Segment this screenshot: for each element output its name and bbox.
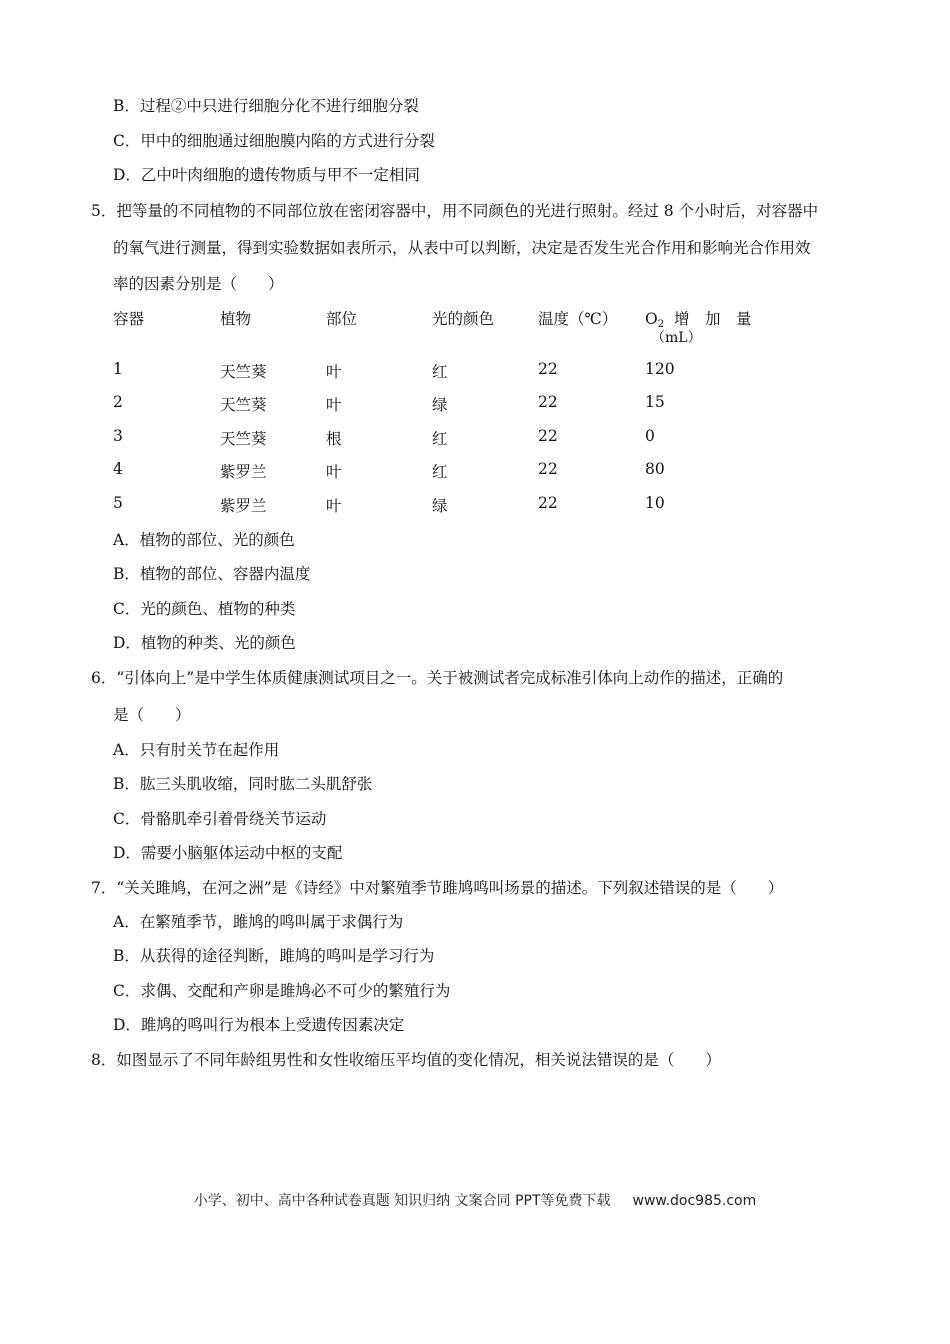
q5-option-c: C．光的颜色、植物的种类: [113, 600, 296, 618]
table-cell: 天竺葵: [220, 396, 267, 414]
table-cell: 0: [645, 427, 655, 445]
q4-option-c: C．甲中的细胞通过细胞膜内陷的方式进行分裂: [113, 132, 435, 150]
page-footer: [0, 1190, 950, 1210]
table-cell: 叶: [326, 363, 342, 381]
table-cell: 红: [432, 430, 448, 448]
table-cell: 4: [113, 460, 123, 478]
table-cell: 15: [645, 393, 665, 411]
table-cell: 叶: [326, 497, 342, 515]
table-cell: 根: [326, 430, 342, 448]
table-cell: 2: [113, 393, 123, 411]
q4-option-d: D．乙中叶肉细胞的遗传物质与甲不一定相同: [113, 166, 420, 184]
table-cell: 80: [645, 460, 665, 478]
table-cell: 紫罗兰: [220, 497, 267, 515]
table-cell: 22: [538, 460, 558, 478]
q6-stem-line-2: 是（ ）: [113, 706, 191, 724]
table-cell: 天竺葵: [220, 363, 267, 381]
header-part: 部位: [326, 310, 358, 328]
table-cell: 绿: [432, 396, 448, 414]
header-o2-label: 增 加 量: [673, 310, 752, 328]
q6-option-a: A．只有肘关节在起作用: [113, 741, 280, 759]
table-cell: 叶: [326, 396, 342, 414]
header-o2-symbol: O: [645, 310, 658, 328]
header-o2-subscript: 2: [657, 319, 665, 330]
table-cell: 22: [538, 427, 558, 445]
table-cell: 绿: [432, 497, 448, 515]
header-plant: 植物: [220, 310, 252, 328]
table-cell: 5: [113, 494, 123, 512]
q5-option-b: B．植物的部位、容器内温度: [113, 565, 311, 583]
q6-option-d: D．需要小脑躯体运动中枢的支配: [113, 844, 343, 862]
q6-option-b: B．肱三头肌收缩，同时肱二头肌舒张: [113, 775, 373, 793]
q6-stem-line-1: 6．“引体向上”是中学生体质健康测试项目之一。关于被测试者完成标准引体向上动作的描述，正确的: [91, 669, 784, 687]
q7-option-d: D．雎鸠的鸣叫行为根本上受遗传因素决定: [113, 1016, 405, 1034]
table-cell: 120: [645, 360, 675, 378]
q7-option-c: C．求偶、交配和产卵是雎鸠必不可少的繁殖行为: [113, 982, 451, 1000]
table-cell: 10: [645, 494, 665, 512]
q6-option-c: C．骨骼肌牵引着骨绕关节运动: [113, 810, 327, 828]
table-cell: 22: [538, 360, 558, 378]
header-light-color: 光的颜色: [432, 310, 495, 328]
header-temperature: 温度（℃）: [538, 310, 618, 328]
q8-stem-line-1: 8．如图显示了不同年龄组男性和女性收缩压平均值的变化情况，相关说法错误的是（ ）: [91, 1051, 721, 1069]
table-cell: 叶: [326, 463, 342, 481]
q4-option-b: B．过程②中只进行细胞分化不进行细胞分裂: [113, 97, 419, 115]
table-cell: 22: [538, 393, 558, 411]
header-o2-unit: （mL）: [651, 330, 702, 346]
q5-stem-line-1: 5．把等量的不同植物的不同部位放在密闭容器中，用不同颜色的光进行照射。经过 8 个小时后，对容器中: [91, 202, 819, 220]
table-cell: 1: [113, 360, 123, 378]
q5-option-d: D．植物的种类、光的颜色: [113, 634, 296, 652]
table-cell: 22: [538, 494, 558, 512]
footer-text: 小学、初中、高中各种试卷真题 知识归纳 文案合同 PPT等免费下载: [193, 1193, 611, 1209]
table-cell: 3: [113, 427, 123, 445]
table-cell: 红: [432, 463, 448, 481]
q7-option-b: B．从获得的途径判断，雎鸠的鸣叫是学习行为: [113, 947, 435, 965]
q5-option-a: A．植物的部位、光的颜色: [113, 531, 295, 549]
q7-option-a: A．在繁殖季节，雎鸠的鸣叫属于求偶行为: [113, 913, 404, 931]
footer-url[interactable]: www.doc985.com: [632, 1193, 757, 1209]
table-cell: 红: [432, 363, 448, 381]
table-cell: 紫罗兰: [220, 463, 267, 481]
header-container: 容器: [113, 310, 145, 328]
table-cell: 天竺葵: [220, 430, 267, 448]
q5-stem-line-2: 的氧气进行测量，得到实验数据如表所示，从表中可以判断，决定是否发生光合作用和影响光合作用效: [113, 239, 811, 257]
q7-stem-line-1: 7．“关关雎鸠，在河之洲”是《诗经》中对繁殖季节雎鸠鸣叫场景的描述。下列叙述错误的是（ ）: [91, 879, 784, 897]
q5-stem-line-3: 率的因素分别是（ ）: [113, 275, 284, 293]
